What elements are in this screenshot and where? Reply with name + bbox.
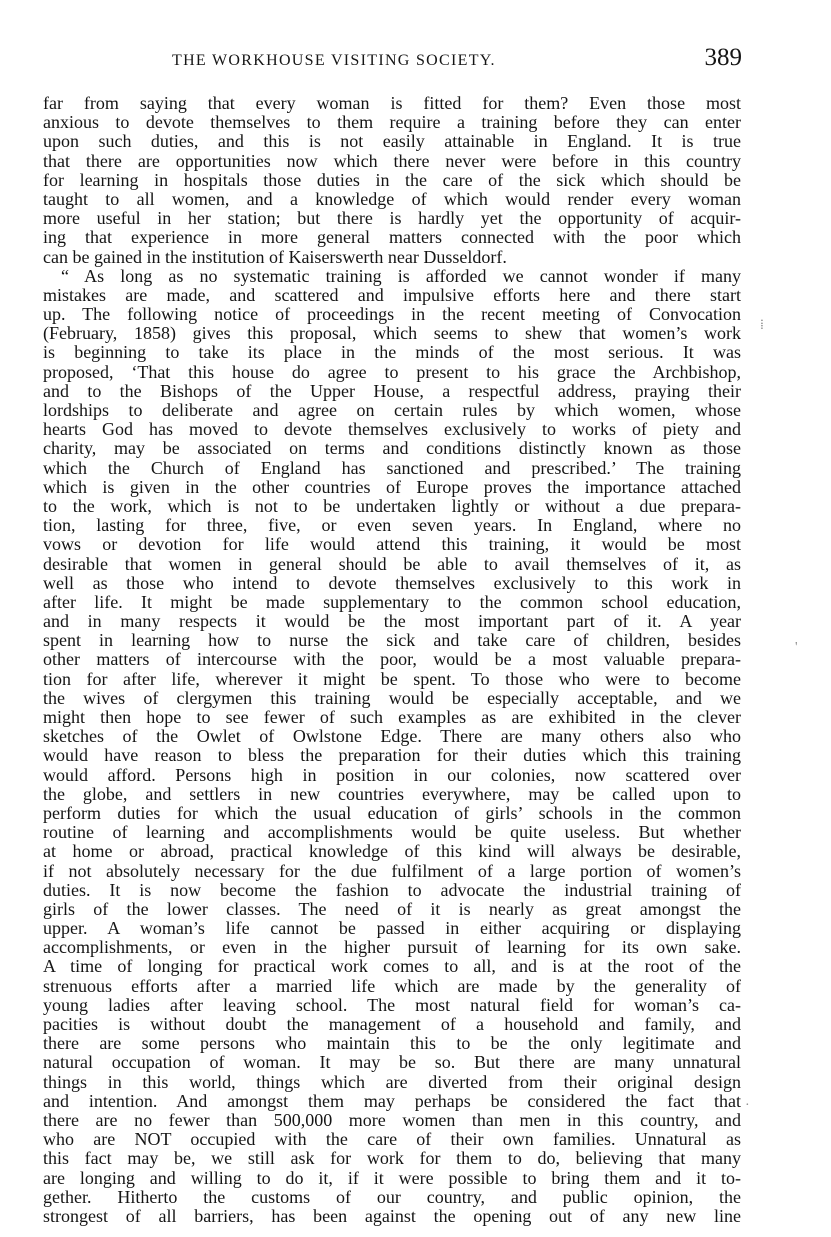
text-line: other matters of intercourse with the poor, would be a most valuable prepara- xyxy=(43,649,741,670)
text-line: upon such duties, and this is not easily attainable in England. It is true xyxy=(43,131,741,152)
text-line: desirable that women in general should be able to avail themselves of it, as xyxy=(43,553,741,574)
margin-mark: ' xyxy=(795,640,798,655)
text-line: if not absolutely necessary for the due fulfilment of a large portion of women’s xyxy=(43,860,741,881)
text-line: strongest of all barriers, has been against the opening out of any new line xyxy=(43,1205,741,1226)
text-line: and intention. And amongst them may perhaps be considered the fact that xyxy=(43,1090,741,1111)
text-line: is beginning to take its place in the minds of the most serious. It was xyxy=(43,342,741,363)
text-line: “ As long as no systematic training is afforded we cannot wonder if many xyxy=(61,265,741,286)
text-line: vows or devotion for life would attend this training, it would be most xyxy=(43,534,741,555)
text-line: at home or abroad, practical knowledge of this kind will always be desirable, xyxy=(43,841,741,862)
running-title: THE WORKHOUSE VISITING SOCIETY. xyxy=(172,52,496,69)
text-line: that there are opportunities now which there never were before in this country xyxy=(43,150,741,171)
text-line: are longing and willing to do it, if it were possible to bring them and it to- xyxy=(43,1167,741,1188)
text-line: hearts God has moved to devote themselves exclusively to works of piety and xyxy=(43,419,741,440)
text-line: would have reason to bless the preparation for their duties which this training xyxy=(43,745,741,766)
text-line: taught to all women, and a knowledge of which would render every woman xyxy=(43,188,741,209)
text-line: anxious to devote themselves to them require a training before they can enter xyxy=(43,112,741,133)
text-line: natural occupation of woman. It may be so. But there are many unnatural xyxy=(43,1052,741,1073)
text-line: which the Church of England has sanctioned and prescribed.’ The training xyxy=(43,457,741,478)
text-line: and in many respects it would be the most important part of it. A year xyxy=(43,611,741,632)
text-line: there are some persons who maintain this to be the only legitimate and xyxy=(43,1033,741,1054)
text-line: for learning in hospitals those duties in the care of the sick which should be xyxy=(43,169,741,190)
page-number: 389 xyxy=(704,44,742,71)
text-line: the globe, and settlers in new countries everywhere, may be called upon to xyxy=(43,783,741,804)
text-line: after life. It might be made supplementary to the common school education, xyxy=(43,591,741,612)
text-line: ing that experience in more general matters connected with the poor which xyxy=(43,227,741,248)
text-line: gether. Hitherto the customs of our country, and public opinion, the xyxy=(43,1186,741,1207)
text-line: things in this world, things which are diverted from their original design xyxy=(43,1071,741,1092)
text-line: might then hope to see fewer of such examples as are exhibited in the clever xyxy=(43,707,741,727)
text-line: can be gained in the institution of Kaiserswerth near Dusseldorf. xyxy=(43,246,507,267)
text-line: which is given in the other countries of Europe proves the importance attached xyxy=(43,476,741,497)
margin-mark: · xyxy=(745,1098,750,1113)
text-line: sketches of the Owlet of Owlstone Edge. There are many others also who xyxy=(43,726,741,747)
text-line: well as those who intend to devote themselves exclusively to this work in xyxy=(43,572,741,593)
text-line: mistakes are made, and scattered and impulsive efforts here and there start xyxy=(43,284,741,305)
text-line: more useful in her station; but there is hardly yet the opportunity of acquir- xyxy=(43,208,741,229)
text-line: girls of the lower classes. The need of it is nearly as great amongst the xyxy=(43,898,741,919)
text-line: duties. It is now become the fashion to advocate the industrial training of xyxy=(43,879,741,900)
body-text xyxy=(43,94,741,1226)
text-line: the wives of clergymen this training would be especially acceptable, and we xyxy=(43,687,741,708)
text-line: young ladies after leaving school. The most natural field for woman’s ca- xyxy=(43,994,741,1015)
text-line: and to the Bishops of the Upper House, a respectful address, praying their xyxy=(43,380,741,401)
text-line: up. The following notice of proceedings in the recent meeting of Convocation xyxy=(43,304,741,325)
text-line: (February, 1858) gives this proposal, which seems to shew that women’s work xyxy=(43,323,741,344)
text-line: this fact may be, we still ask for work for them to do, believing that many xyxy=(43,1148,741,1169)
text-line: lordships to deliberate and agree on certain rules by which women, whose xyxy=(43,400,741,420)
text-line: to the work, which is not to be undertaken lightly or without a due prepara- xyxy=(43,495,741,516)
text-line: spent in learning how to nurse the sick and take care of children, besides xyxy=(43,630,741,651)
text-line: far from saying that every woman is fitted for them? Even those most xyxy=(43,93,741,113)
text-line: proposed, ‘That this house do agree to present to his grace the Archbishop, xyxy=(43,361,741,382)
text-line: who are NOT occupied with the care of their own families. Unnatural as xyxy=(43,1129,741,1150)
text-line: perform duties for which the usual education of girls’ schools in the common xyxy=(43,802,741,823)
running-head xyxy=(40,44,742,84)
text-line: charity, may be associated on terms and conditions distinctly known as those xyxy=(43,438,741,459)
margin-mark: ⁞ xyxy=(760,318,764,333)
text-line: there are no fewer than 500,000 more women than men in this country, and xyxy=(43,1109,741,1130)
text-line: tion for after life, wherever it might be spent. To those who were to become xyxy=(43,668,741,689)
text-line: strenuous efforts after a married life which are made by the generality of xyxy=(43,975,741,996)
text-line: would afford. Persons high in position in our colonies, now scattered over xyxy=(43,764,741,785)
text-line: pacities is without doubt the management of a household and family, and xyxy=(43,1014,741,1034)
text-line: upper. A woman’s life cannot be passed in either acquiring or displaying xyxy=(43,918,741,939)
text-line: accomplishments, or even in the higher pursuit of learning for its own sake. xyxy=(43,937,741,958)
text-line: tion, lasting for three, five, or even seven years. In England, where no xyxy=(43,515,741,536)
text-line: routine of learning and accomplishments would be quite useless. But whether xyxy=(43,822,741,843)
text-line: A time of longing for practical work comes to all, and is at the root of the xyxy=(43,956,741,977)
